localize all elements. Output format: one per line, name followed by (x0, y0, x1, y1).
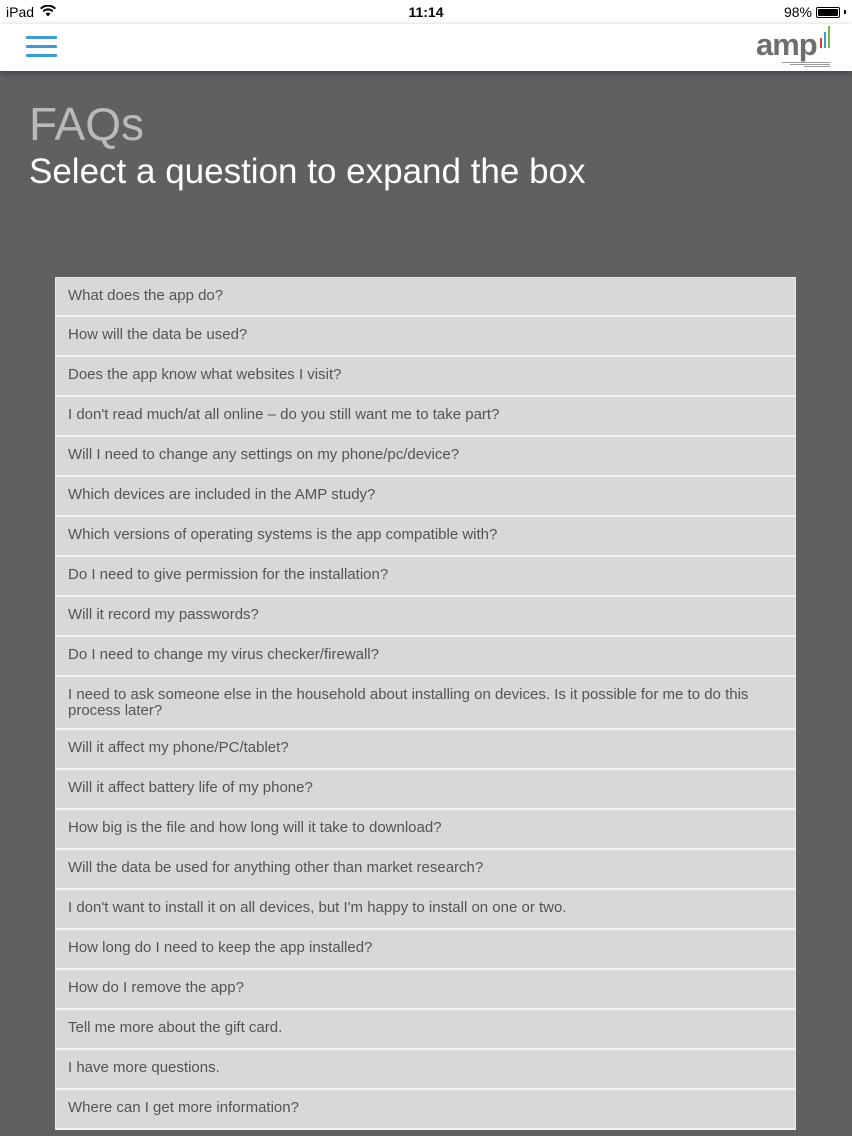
faq-question-item[interactable]: How do I remove the app? (55, 970, 796, 1010)
faq-question-item[interactable]: I have more questions. (55, 1050, 796, 1090)
page-title: FAQs (29, 98, 145, 150)
status-bar (0, 0, 852, 24)
faq-question-item[interactable]: Will I need to change any settings on my phone/pc/device? (55, 437, 796, 477)
status-time: 11:14 (408, 4, 444, 20)
faq-question-item[interactable]: I need to ask someone else in the household about installing on devices. Is it possible for me to do this process later? (55, 677, 796, 730)
faq-list (55, 277, 796, 1130)
faq-question-item[interactable]: What does the app do? (55, 277, 796, 317)
faq-question-item[interactable]: I don't want to install it on all devices, but I'm happy to install on one or two. (55, 890, 796, 930)
amp-logo[interactable] (756, 26, 830, 68)
status-right (784, 4, 846, 20)
faq-question-item[interactable]: How will the data be used? (55, 317, 796, 357)
faq-question-item[interactable]: Which devices are included in the AMP study? (55, 477, 796, 517)
faq-question-item[interactable]: Which versions of operating systems is the app compatible with? (55, 517, 796, 557)
battery-fill (818, 9, 838, 16)
faq-question-item[interactable]: Will it affect battery life of my phone? (55, 770, 796, 810)
logo-bars-icon (820, 26, 830, 48)
faq-question-item[interactable]: Will the data be used for anything other than market research? (55, 850, 796, 890)
faq-question-item[interactable]: Does the app know what websites I visit? (55, 357, 796, 397)
faq-question-item[interactable]: How long do I need to keep the app installed? (55, 930, 796, 970)
battery-percent: 98% (783, 4, 812, 20)
faq-question-item[interactable]: Tell me more about the gift card. (55, 1010, 796, 1050)
faq-question-item[interactable]: Will it affect my phone/PC/tablet? (55, 730, 796, 770)
device-name: iPad (6, 4, 35, 20)
hamburger-menu-icon[interactable] (26, 36, 57, 58)
logo-text: amp (756, 27, 817, 62)
faq-question-item[interactable]: Do I need to change my virus checker/firewall? (55, 637, 796, 677)
nav-bar (0, 24, 852, 71)
logo-tagline (760, 61, 830, 67)
faq-question-item[interactable]: Where can I get more information? (55, 1090, 796, 1130)
faq-question-item[interactable]: Will it record my passwords? (55, 597, 796, 637)
faq-question-item[interactable]: I don't read much/at all online – do you still want me to take part? (55, 397, 796, 437)
page-subtitle: Select a question to expand the box (29, 152, 586, 191)
faq-question-item[interactable]: How big is the file and how long will it take to download? (55, 810, 796, 850)
battery-tip (844, 10, 846, 14)
faq-question-item[interactable]: Do I need to give permission for the installation? (55, 557, 796, 597)
battery-icon (816, 7, 840, 18)
